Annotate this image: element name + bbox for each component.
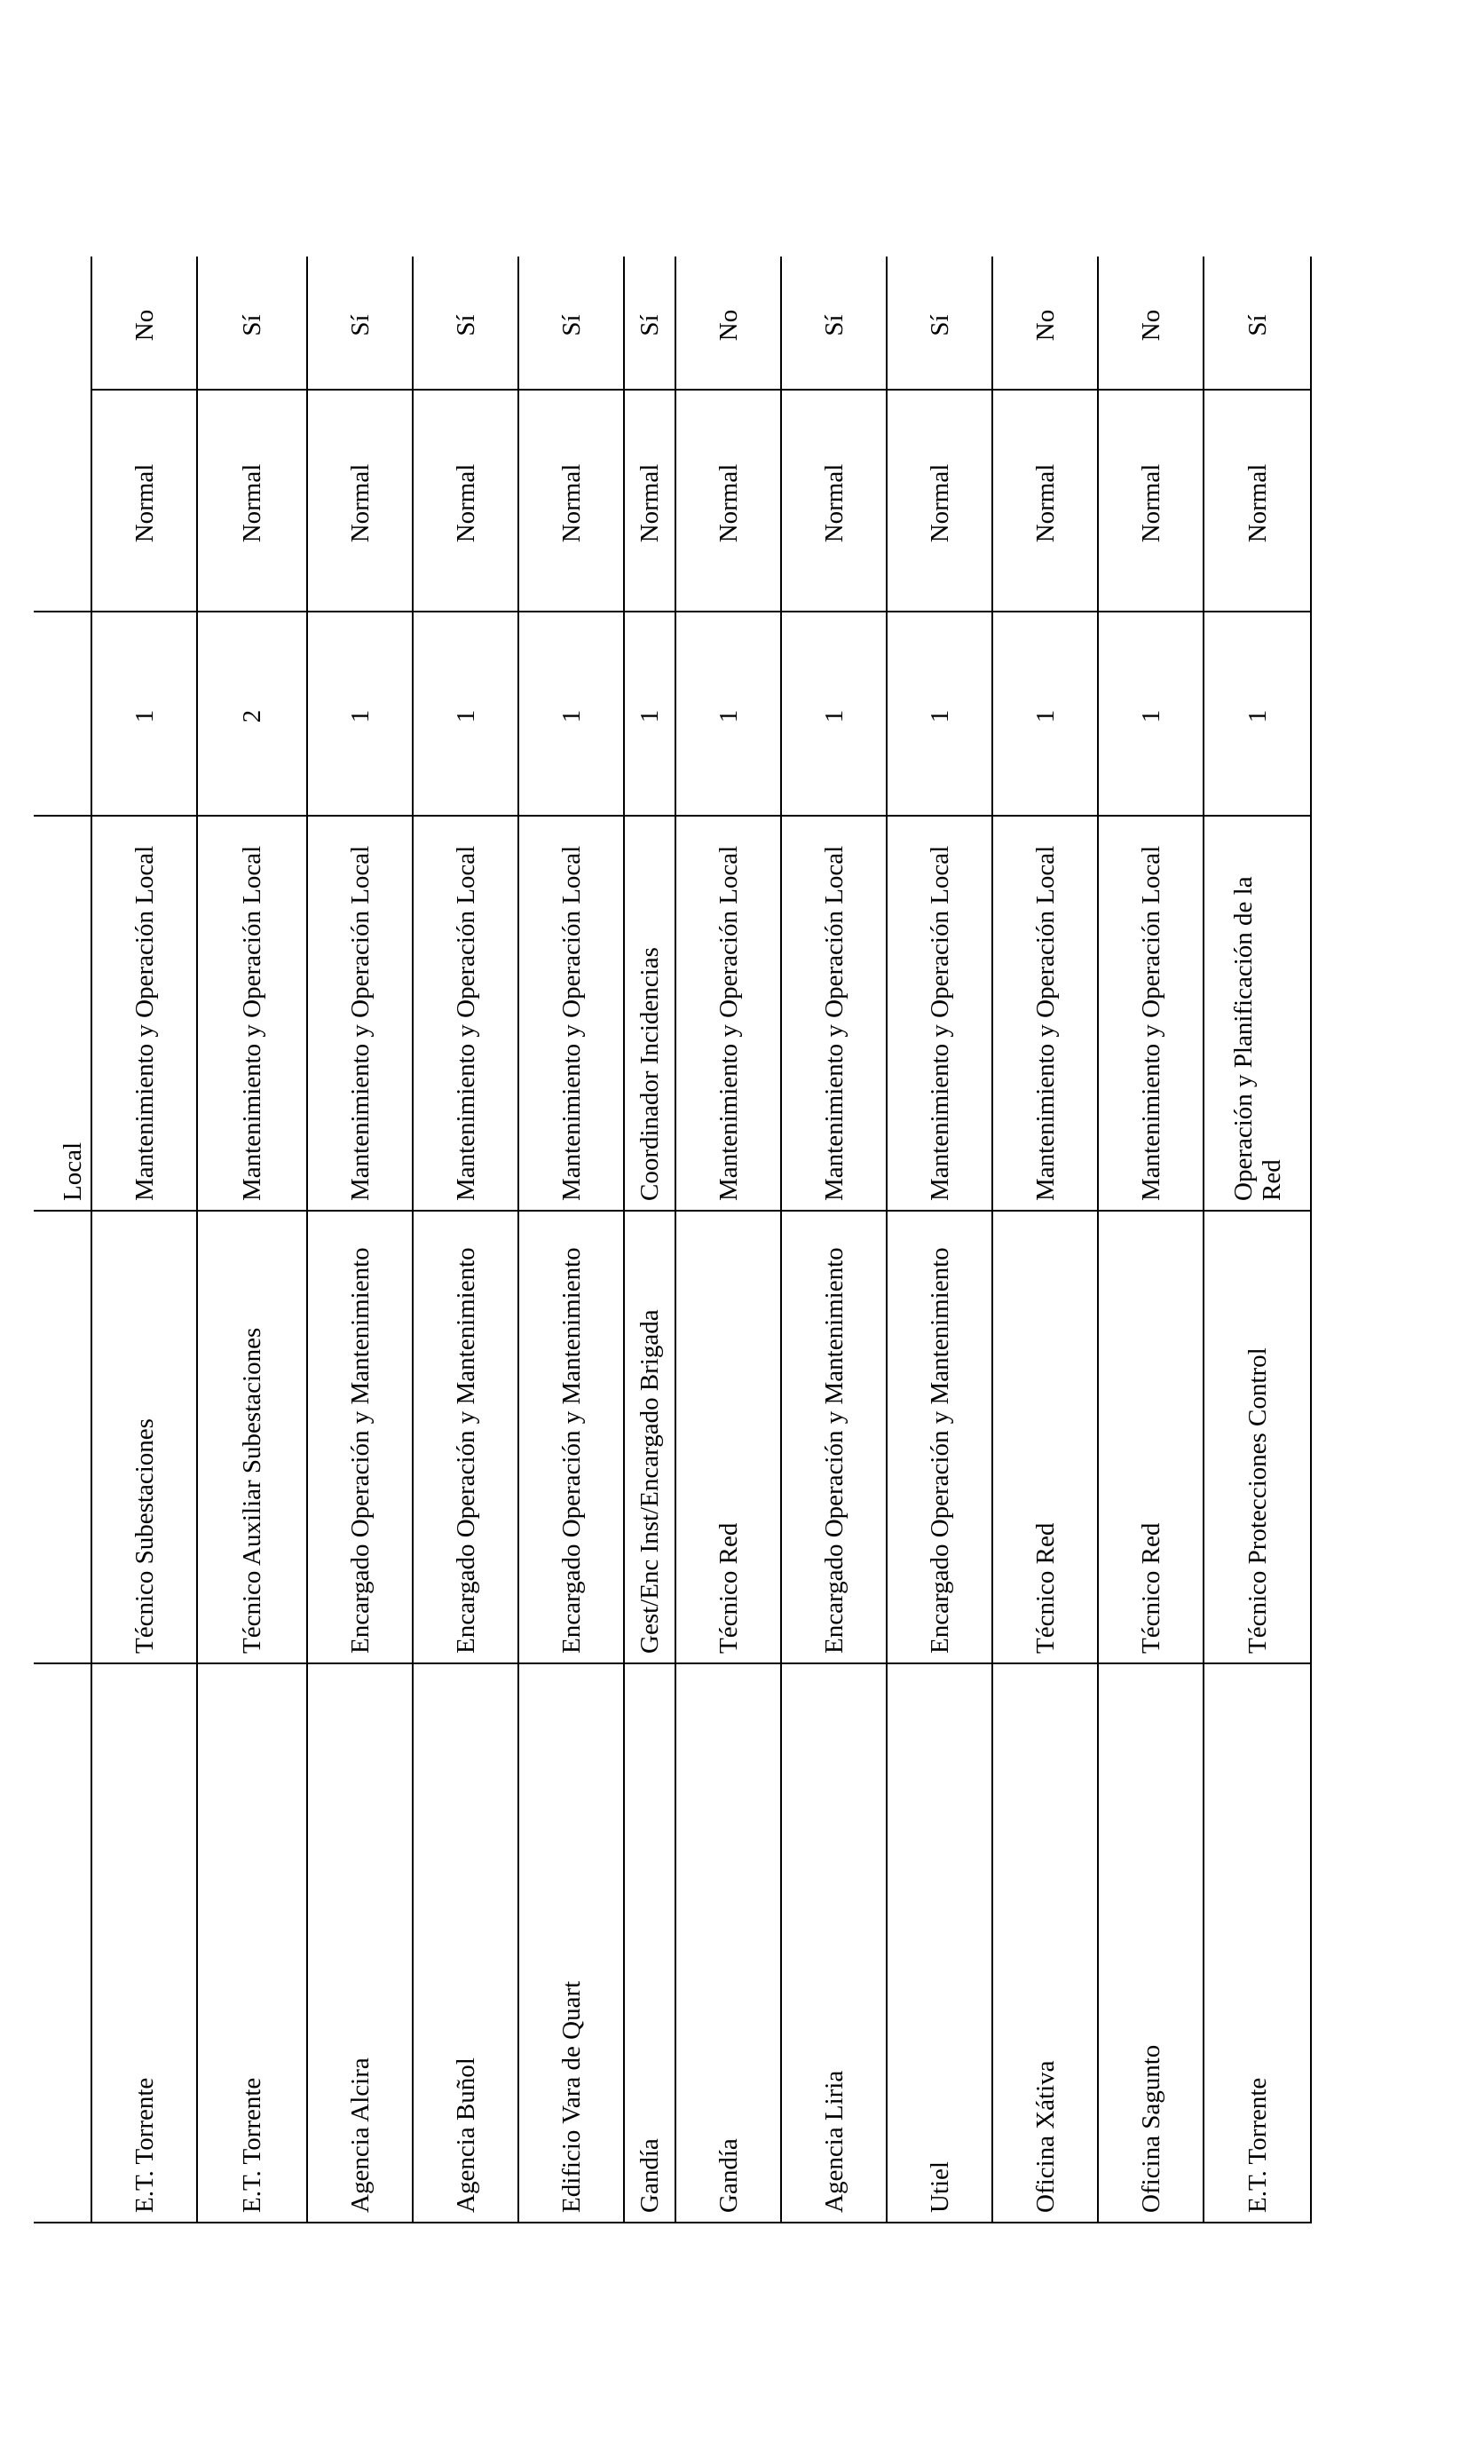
flag-cell: No [91, 257, 197, 390]
department-cell: Mantenimiento y Operación Local [197, 816, 307, 1211]
rotated-page [34, 309, 1307, 2223]
department-cell: Mantenimiento y Operación Local [413, 816, 518, 1211]
position-cell: Técnico Auxiliar Subestaciones [197, 1211, 307, 1663]
cell-position [34, 1211, 91, 1663]
table-body [34, 257, 1311, 2223]
schedule-cell: Normal [1098, 390, 1204, 612]
continued-header-row [34, 257, 91, 2223]
position-cell: Técnico Red [675, 1211, 781, 1663]
flag-cell: Sí [887, 257, 992, 390]
position-cell: Encargado Operación y Mantenimiento [887, 1211, 992, 1663]
count-cell: 1 [624, 612, 675, 816]
office-cell: E.T. Torrente [197, 1663, 307, 2223]
count-cell: 1 [1204, 612, 1311, 816]
count-cell: 1 [413, 612, 518, 816]
schedule-cell: Normal [197, 390, 307, 612]
office-cell: E.T. Torrente [91, 1663, 197, 2223]
office-cell: Agencia Alcira [307, 1663, 413, 2223]
position-cell: Técnico Red [1098, 1211, 1204, 1663]
schedule-cell: Normal [781, 390, 887, 612]
position-cell: Técnico Subestaciones [91, 1211, 197, 1663]
table-row [781, 257, 887, 2223]
department-cell: Mantenimiento y Operación Local [781, 816, 887, 1211]
schedule-cell: Normal [887, 390, 992, 612]
flag-cell: No [675, 257, 781, 390]
flag-cell: Sí [518, 257, 624, 390]
department-cell: Mantenimiento y Operación Local [992, 816, 1098, 1211]
flag-cell: No [1098, 257, 1204, 390]
flag-cell: Sí [413, 257, 518, 390]
table-row [307, 257, 413, 2223]
office-cell: Gandía [624, 1663, 675, 2223]
count-cell: 1 [1098, 612, 1204, 816]
table-row [1098, 257, 1204, 2223]
department-cell: Mantenimiento y Operación Local [91, 816, 197, 1211]
count-cell: 2 [197, 612, 307, 816]
position-cell: Encargado Operación y Mantenimiento [307, 1211, 413, 1663]
office-cell: Gandía [675, 1663, 781, 2223]
count-cell: 1 [675, 612, 781, 816]
schedule-cell: Normal [518, 390, 624, 612]
count-cell: 1 [887, 612, 992, 816]
office-cell: Agencia Liria [781, 1663, 887, 2223]
flag-cell: Sí [624, 257, 675, 390]
flag-cell: Sí [1204, 257, 1311, 390]
schedule-cell: Normal [992, 390, 1098, 612]
table-row [675, 257, 781, 2223]
office-cell: Oficina Xátiva [992, 1663, 1098, 2223]
flag-cell: No [992, 257, 1098, 390]
department-cell: Mantenimiento y Operación Local [1098, 816, 1204, 1211]
department-cell: Operación y Planificación de la Red [1204, 816, 1311, 1211]
position-cell: Encargado Operación y Mantenimiento [413, 1211, 518, 1663]
flag-cell: Sí [307, 257, 413, 390]
position-cell: Encargado Operación y Mantenimiento [518, 1211, 624, 1663]
office-cell: Utiel [887, 1663, 992, 2223]
flag-cell: Sí [197, 257, 307, 390]
count-cell: 1 [518, 612, 624, 816]
office-cell: Edificio Vara de Quart [518, 1663, 624, 2223]
table-row [624, 257, 675, 2223]
department-cell: Mantenimiento y Operación Local [675, 816, 781, 1211]
count-cell: 1 [307, 612, 413, 816]
schedule-cell: Normal [624, 390, 675, 612]
cell-schedule [34, 390, 91, 612]
department-cell: Coordinador Incidencias [624, 816, 675, 1211]
cell-department-continued: Local [34, 816, 91, 1211]
schedule-cell: Normal [307, 390, 413, 612]
count-cell: 1 [91, 612, 197, 816]
office-cell: Oficina Sagunto [1098, 1663, 1204, 2223]
office-cell: E.T. Torrente [1204, 1663, 1311, 2223]
department-cell: Mantenimiento y Operación Local [518, 816, 624, 1211]
position-cell: Técnico Protecciones Control [1204, 1211, 1311, 1663]
count-cell: 1 [992, 612, 1098, 816]
staff-table [34, 257, 1312, 2223]
department-cell: Mantenimiento y Operación Local [887, 816, 992, 1211]
table-row [91, 257, 197, 2223]
cell-office [34, 1663, 91, 2223]
schedule-cell: Normal [675, 390, 781, 612]
position-cell: Técnico Red [992, 1211, 1098, 1663]
table-row [1204, 257, 1311, 2223]
schedule-cell: Normal [91, 390, 197, 612]
schedule-cell: Normal [1204, 390, 1311, 612]
table-row [887, 257, 992, 2223]
position-cell: Gest/Enc Inst/Encargado Brigada [624, 1211, 675, 1663]
cell-count [34, 612, 91, 816]
office-cell: Agencia Buñol [413, 1663, 518, 2223]
flag-cell: Sí [781, 257, 887, 390]
table-row [197, 257, 307, 2223]
schedule-cell: Normal [413, 390, 518, 612]
table-row [413, 257, 518, 2223]
department-cell: Mantenimiento y Operación Local [307, 816, 413, 1211]
table-row [518, 257, 624, 2223]
table-row [992, 257, 1098, 2223]
count-cell: 1 [781, 612, 887, 816]
position-cell: Encargado Operación y Mantenimiento [781, 1211, 887, 1663]
